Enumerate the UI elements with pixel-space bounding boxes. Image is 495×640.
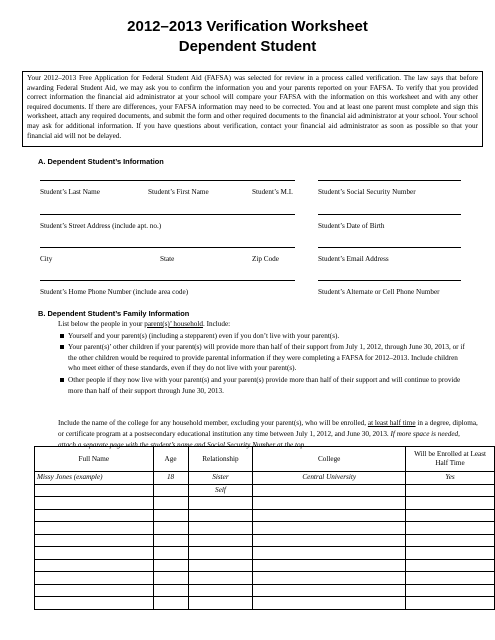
- mi-label: Student’s M.I.: [252, 188, 293, 196]
- household-table: [34, 446, 495, 610]
- section-a-heading: A. Dependent Student’s Information: [38, 157, 164, 166]
- section-b-heading: B. Dependent Student’s Family Information: [38, 309, 190, 318]
- name-line[interactable]: [40, 180, 295, 181]
- table-row[interactable]: [35, 509, 495, 522]
- bullet-item: Other people if they now live with your parent(s) and your parent(s) provide more than half of their support and will continue to provide more than half of their support through June 30, 2013.: [60, 375, 472, 396]
- header-enrolled: Will be Enrolled at Least Half Time: [406, 447, 495, 472]
- bullet-icon: [60, 345, 64, 349]
- table-row[interactable]: [35, 597, 495, 610]
- bullet-icon: [60, 378, 64, 382]
- section-b-intro: List below the people in your parent(s)’ household. Include:: [58, 320, 231, 328]
- table-row[interactable]: [35, 572, 495, 585]
- bullet-icon: [60, 334, 64, 338]
- example-row: Missy Jones (example) 18 Sister Central University Yes: [35, 472, 495, 485]
- dob-label: Student’s Date of Birth: [318, 222, 385, 230]
- table-row[interactable]: [35, 534, 495, 547]
- ssn-line[interactable]: [318, 180, 461, 181]
- last-name-label: Student’s Last Name: [40, 188, 100, 196]
- zip-label: Zip Code: [252, 255, 279, 263]
- header-age: Age: [153, 447, 188, 472]
- intro-box: Your 2012–2013 Free Application for Federal Student Aid (FAFSA) was selected for review in a process called verification. The law says that before awarding Federal Student Aid, we may ask you to confirm the information you and your parents reported on your FAFSA. To verify that you provided correct information the financial aid administrator at your school will compare your FAFSA with the information on this worksheet and with any other required documents. If there are differences, your FAFSA information may need to be corrected. You and at least one parent must complete and sign this worksheet, attach any required documents, and submit the form and other required documents to the financial aid administrator at your school. Your school may ask for additional information. If you have questions about verification, contact your financial aid administrator as soon as possible so that your financial aid will not be delayed.: [22, 71, 483, 147]
- table-row[interactable]: [35, 584, 495, 597]
- worksheet-title: 2012–2013 Verification Worksheet: [127, 18, 368, 35]
- worksheet-subtitle: Dependent Student: [178, 38, 317, 55]
- table-row[interactable]: [35, 559, 495, 572]
- header-full-name: Full Name: [35, 447, 154, 472]
- table-row[interactable]: [35, 497, 495, 510]
- home-phone-line[interactable]: [40, 280, 295, 281]
- first-name-label: Student’s First Name: [148, 188, 209, 196]
- bullet-item: Your parent(s)’ other children if your parent(s) will provide more than half of their support from July 1, 2012, through June 30, 2013, or if the other children would be required to provide parental information if they were completing a FAFSA for 2012–2013. Include children who meet either of these standards, even if they do not live with your parent(s).: [60, 342, 472, 374]
- alt-phone-line[interactable]: [318, 280, 461, 281]
- header-relationship: Relationship: [188, 447, 253, 472]
- table-header-row: [35, 447, 495, 472]
- table-row[interactable]: [35, 484, 495, 497]
- email-label: Student’s Email Address: [318, 255, 389, 263]
- address-label: Student’s Street Address (include apt. no.): [40, 222, 162, 230]
- address-line[interactable]: [40, 214, 295, 215]
- city-state-zip-line[interactable]: [40, 247, 295, 248]
- dob-line[interactable]: [318, 214, 461, 215]
- header-college: College: [253, 447, 406, 472]
- table-row[interactable]: [35, 522, 495, 535]
- city-label: City: [40, 255, 53, 263]
- table-row[interactable]: [35, 547, 495, 560]
- home-phone-label: Student’s Home Phone Number (include area code): [40, 288, 189, 296]
- alt-phone-label: Student’s Alternate or Cell Phone Number: [318, 288, 440, 296]
- self-label: Self: [188, 484, 253, 497]
- ssn-label: Student’s Social Security Number: [318, 188, 416, 196]
- household-link: parent(s)’ household: [144, 320, 203, 328]
- college-instructions: Include the name of the college for any household member, excluding your parent(s), who will be enrolled, at least half time in a degree, diploma, or certificate program at a postsecondary educational institution any time between July 1, 2012, and June 30, 2013. If more space is needed, attach a separate page with the student’s name and Social Security Number at the top.: [58, 419, 478, 449]
- bullet-item: Yourself and your parent(s) (including a stepparent) even if you don’t live with your parent(s).: [60, 331, 472, 342]
- email-line[interactable]: [318, 247, 461, 248]
- state-label: State: [160, 255, 175, 263]
